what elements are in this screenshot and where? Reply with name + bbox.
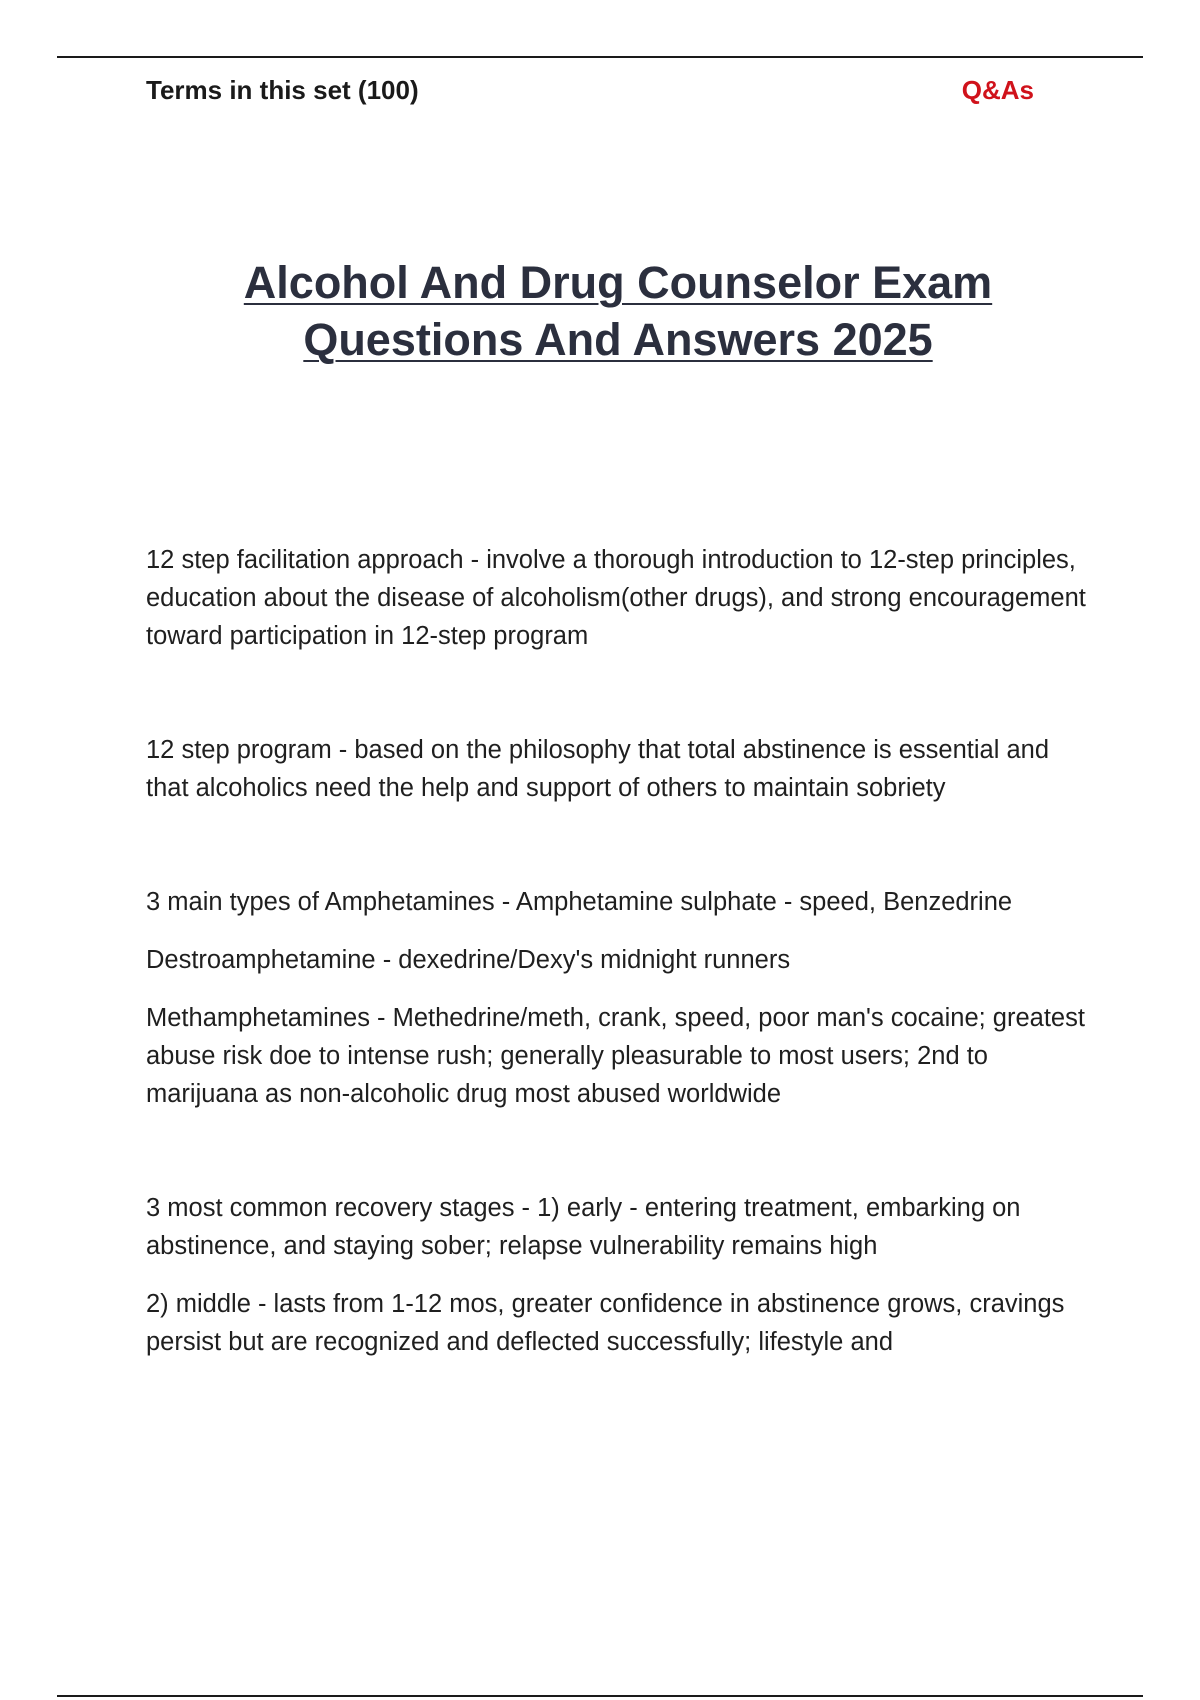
entry-text: 12 step facilitation approach - involve a thorough introduction to 12-step principles, education about the disease of alcoholism(other drugs), and strong encouragement toward participation in 12-step program [146, 546, 1086, 650]
top-rule [57, 56, 1143, 58]
terms-count-label: Terms in this set (100) [146, 74, 419, 105]
document-header [146, 70, 1034, 110]
qa-entry [146, 541, 1096, 655]
qa-entries [146, 541, 1096, 1361]
entry-text: 3 most common recovery stages - 1) early - entering treatment, embarking on abstinence, and staying sober; relapse vulnerability remains high [146, 1194, 1021, 1260]
qa-entry [146, 883, 1096, 1113]
entry-text: 2) middle - lasts from 1-12 mos, greater confidence in abstinence grows, cravings persist but are recognized and deflected successfully; lifestyle and [146, 1290, 1065, 1356]
title-line-2: Questions And Answers 2025 [303, 314, 933, 365]
title-line-1: Alcohol And Drug Counselor Exam [243, 257, 993, 308]
bottom-rule [57, 1695, 1143, 1697]
entry-text: Destroamphetamine - dexedrine/Dexy's midnight runners [146, 946, 791, 974]
entry-text: 12 step program - based on the philosophy that total abstinence is essential and that alcoholics need the help and support of others to maintain sobriety [146, 736, 1049, 802]
qa-badge: Q&As [961, 74, 1034, 105]
qa-entry [146, 1189, 1096, 1361]
entry-text: 3 main types of Amphetamines - Amphetamine sulphate - speed, Benzedrine [146, 888, 1013, 916]
document-title [120, 254, 1116, 368]
entry-text: Methamphetamines - Methedrine/meth, crank, speed, poor man's cocaine; greatest abuse risk doe to intense rush; generally pleasurable to most users; 2nd to marijuana as non-alcoholic drug most abused worldwide [146, 1004, 1085, 1108]
qa-entry [146, 731, 1096, 807]
